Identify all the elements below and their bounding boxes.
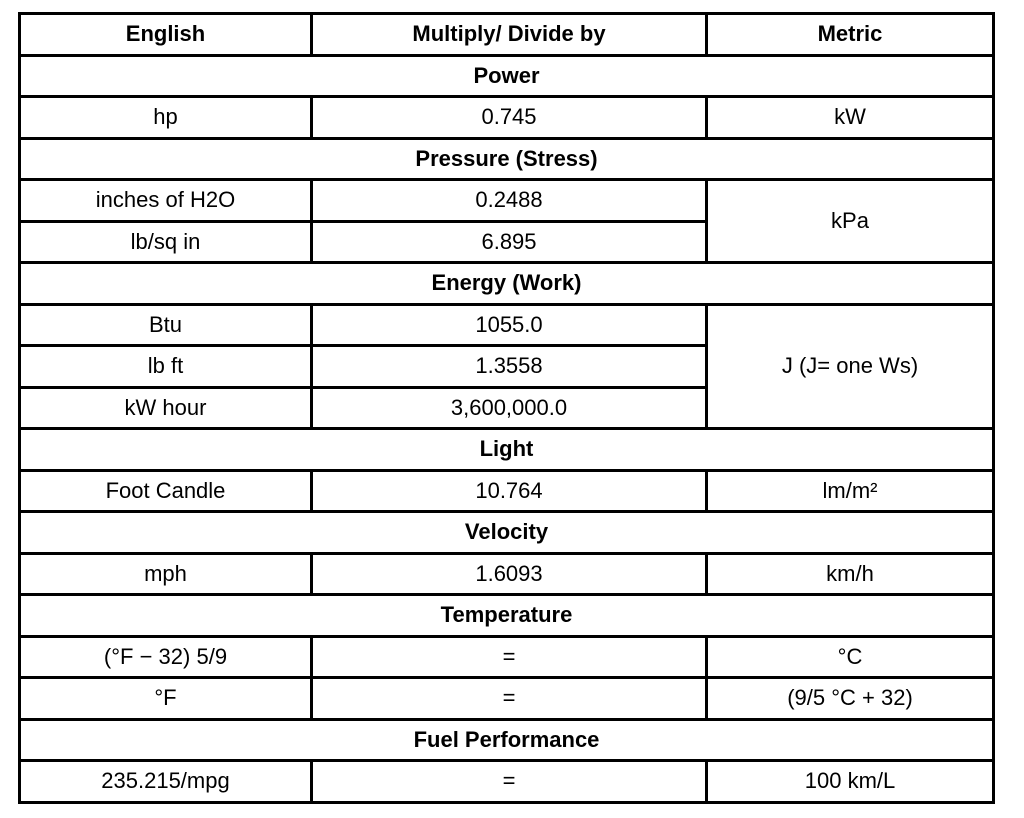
metric-cell: 100 km/L (707, 761, 994, 803)
factor-cell: 10.764 (312, 470, 707, 512)
metric-cell: °C (707, 636, 994, 678)
table-row (20, 304, 994, 346)
english-cell: °F (20, 678, 312, 720)
section-title-fuel: Fuel Performance (20, 719, 994, 761)
metric-cell: (9/5 °C + 32) (707, 678, 994, 720)
header-factor: Multiply/ Divide by (312, 14, 707, 56)
english-cell: mph (20, 553, 312, 595)
english-cell: kW hour (20, 387, 312, 429)
english-cell: hp (20, 97, 312, 139)
metric-cell: J (J= one Ws) (707, 304, 994, 429)
section-title-power: Power (20, 55, 994, 97)
english-cell: lb/sq in (20, 221, 312, 263)
table-row (20, 636, 994, 678)
section-row (20, 429, 994, 471)
english-cell: lb ft (20, 346, 312, 388)
english-cell: (°F − 32) 5/9 (20, 636, 312, 678)
english-cell: inches of H2O (20, 180, 312, 222)
factor-cell: 0.2488 (312, 180, 707, 222)
factor-cell: = (312, 636, 707, 678)
english-cell: Btu (20, 304, 312, 346)
factor-cell: 0.745 (312, 97, 707, 139)
header-english: English (20, 14, 312, 56)
english-cell: 235.215/mpg (20, 761, 312, 803)
factor-cell: = (312, 761, 707, 803)
metric-cell: lm/m² (707, 470, 994, 512)
table-row (20, 678, 994, 720)
section-row (20, 55, 994, 97)
metric-cell: km/h (707, 553, 994, 595)
factor-cell: 1.6093 (312, 553, 707, 595)
conversion-table (18, 12, 995, 804)
table-row (20, 180, 994, 222)
factor-cell: 3,600,000.0 (312, 387, 707, 429)
header-metric: Metric (707, 14, 994, 56)
section-row (20, 138, 994, 180)
section-title-energy: Energy (Work) (20, 263, 994, 305)
english-cell: Foot Candle (20, 470, 312, 512)
header-row (20, 14, 994, 56)
section-title-velocity: Velocity (20, 512, 994, 554)
factor-cell: 1.3558 (312, 346, 707, 388)
metric-cell: kPa (707, 180, 994, 263)
section-title-light: Light (20, 429, 994, 471)
section-row (20, 595, 994, 637)
factor-cell: 6.895 (312, 221, 707, 263)
factor-cell: = (312, 678, 707, 720)
section-row (20, 512, 994, 554)
table-row (20, 470, 994, 512)
section-title-pressure: Pressure (Stress) (20, 138, 994, 180)
factor-cell: 1055.0 (312, 304, 707, 346)
table-row (20, 97, 994, 139)
table-row (20, 553, 994, 595)
section-title-temperature: Temperature (20, 595, 994, 637)
metric-cell: kW (707, 97, 994, 139)
section-row (20, 719, 994, 761)
section-row (20, 263, 994, 305)
table-row (20, 761, 994, 803)
